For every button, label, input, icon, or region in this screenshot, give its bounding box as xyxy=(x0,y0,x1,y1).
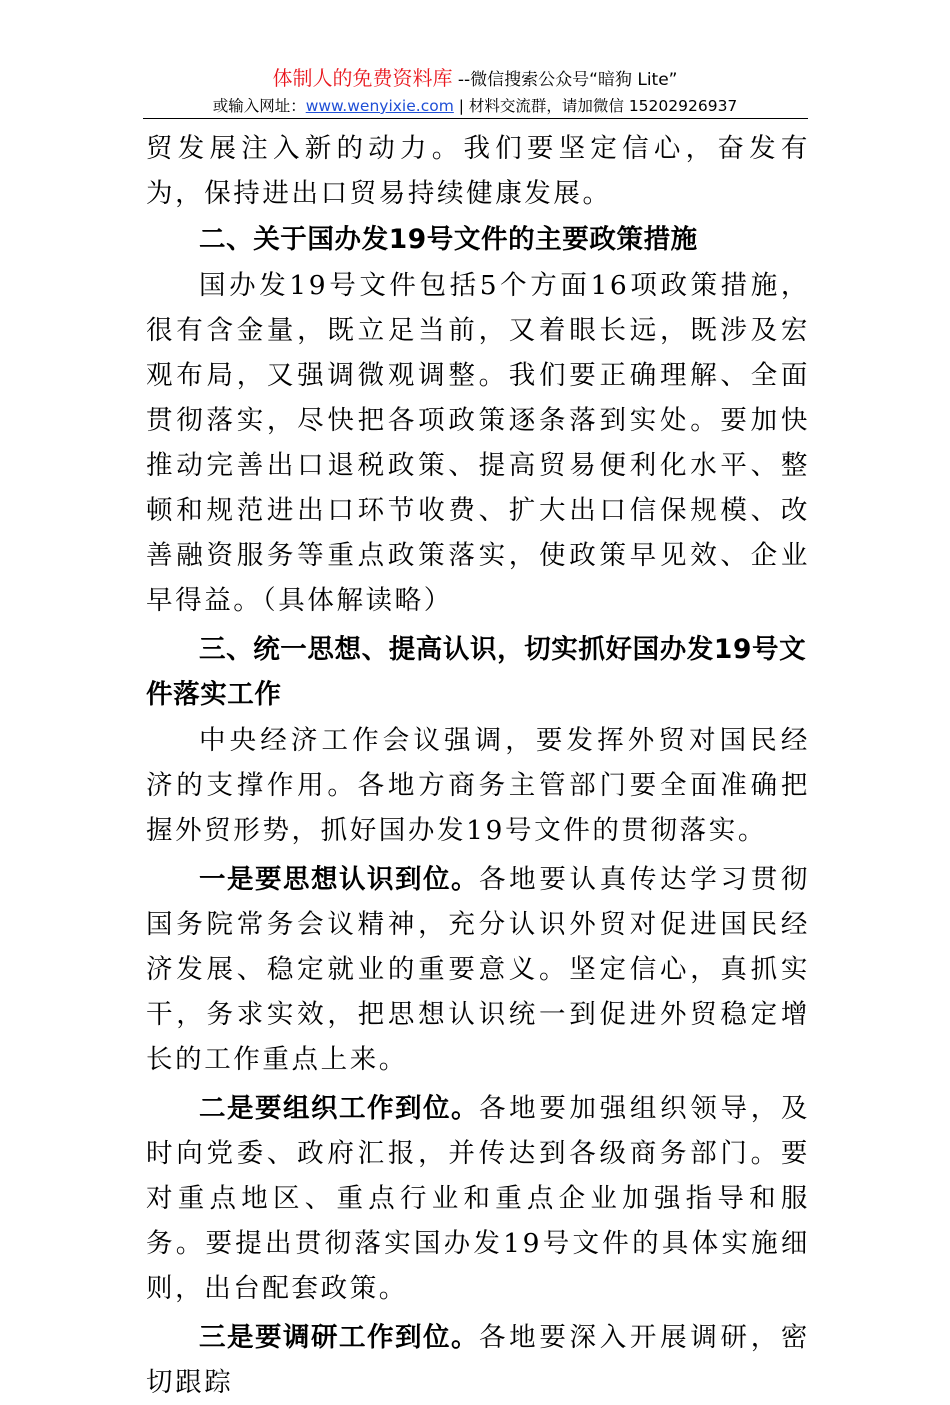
section-heading-2: 二、关于国办发19号文件的主要政策措施 xyxy=(199,224,698,255)
point-3-lead: 三是要调研工作到位。 xyxy=(199,1322,479,1353)
point-1-lead: 一是要思想认识到位。 xyxy=(199,864,479,895)
paragraph-point-1 xyxy=(146,857,810,1082)
document-body xyxy=(146,126,810,1405)
header-contact: | 材料交流群，请加微信 15202926937 xyxy=(453,97,738,115)
header-contact-line xyxy=(0,95,950,117)
point-2-text: 各地要加强组织领导，及时向党委、政府汇报，并传达到各级商务部门。要对重点地区、重点行业和重点企业加强指导和服务。要提出贯彻落实国办发19号文件的具体实施细则，出台配套政策。 xyxy=(146,1093,810,1304)
point-1-text: 各地要认真传达学习贯彻国务院常务会议精神，充分认识外贸对促进国民经济发展、稳定就业的重要意义。坚定信心，真抓实干，务求实效，把思想认识统一到促进外贸稳定增长的工作重点上来。 xyxy=(146,864,810,1075)
point-3-text: 各地要深入开展调研，密切跟踪 xyxy=(146,1322,810,1398)
header-brand: 体制人的免费资料库 xyxy=(272,66,453,90)
paragraph-policy-measures: 国办发19号文件包括5个方面16项政策措施，很有含金量，既立足当前，又着眼长远，既涉及宏观布局，又强调微观调整。我们要正确理解、全面贯彻落实，尽快把各项政策逐条落到实处。要加快推动完善出口退税政策、提高贸易便利化水平、整顿和规范进出口环节收费、扩大出口信保规模、改善融资服务等重点政策落实，使政策早见效、企业早得益。（具体解读略） xyxy=(146,270,810,616)
section-heading-3: 三、统一思想、提高认识，切实抓好国办发19号文件落实工作 xyxy=(146,634,807,710)
paragraph-point-3 xyxy=(146,1315,810,1405)
header-search-hint: --微信搜索公众号“暗狗 Lite” xyxy=(452,70,678,90)
paragraph-point-2 xyxy=(146,1086,810,1311)
page-header xyxy=(0,66,950,117)
paragraph-central-conference: 中央经济工作会议强调，要发挥外贸对国民经济的支撑作用。各地方商务主管部门要全面准确把握外贸形势，抓好国办发19号文件的贯彻落实。 xyxy=(146,725,810,846)
header-banner xyxy=(0,66,950,92)
header-url-prefix: 或输入网址： xyxy=(212,97,306,115)
header-divider xyxy=(143,118,808,119)
point-2-lead: 二是要组织工作到位。 xyxy=(199,1093,479,1124)
paragraph-continuation: 贸发展注入新的动力。我们要坚定信心，奋发有为，保持进出口贸易持续健康发展。 xyxy=(146,133,810,209)
header-url-link[interactable]: www.wenyixie.com xyxy=(305,97,454,115)
